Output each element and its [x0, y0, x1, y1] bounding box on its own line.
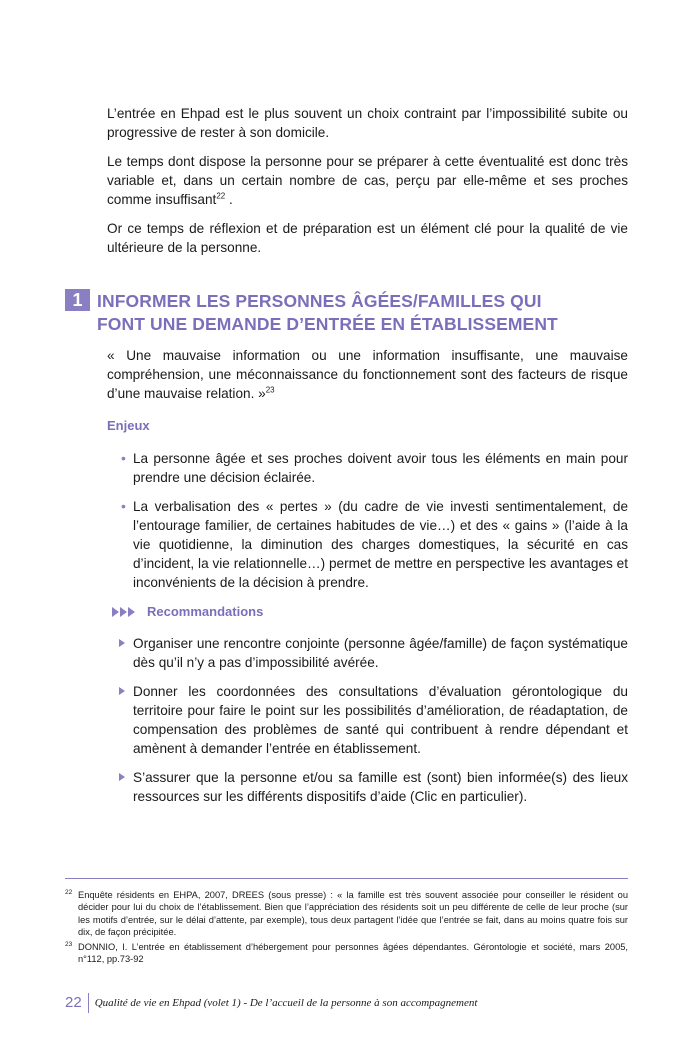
- enjeux-heading: Enjeux: [107, 418, 150, 433]
- footnote-ref-22[interactable]: 22: [216, 191, 226, 201]
- intro-paragraph-2: [107, 152, 628, 209]
- section-title-line-2: FONT UNE DEMANDE D’ENTRÉE EN ÉTABLISSEMENT: [97, 314, 558, 334]
- footnotes: [65, 889, 628, 967]
- enjeux-item-text: La verbalisation des « pertes » (du cadre de vie investi sentimentalement, de l’entourage familier, de certaines habitudes de vie…) et des « gains » (l’aide à la vie quotidienne, la diminution des charges domestiques, la sécurité en cas d’incident, la vie relationnelle…) permet de mettre en perspective les avantages et inconvénients de la décision à prendre.: [133, 499, 628, 590]
- list-item: [107, 634, 628, 672]
- recommandation-item-text: Donner les coordonnées des consultations d’évaluation gérontologique du territoire pour faire le point sur les possibilités d’amélioration, de réadaptation, de compensation des problèmes de santé qui contribuent à rendre dépendant et amènent à demander l’entrée en établissement.: [133, 684, 628, 756]
- recommandations-list: [107, 634, 628, 806]
- triangle-bullet-icon: [119, 639, 125, 647]
- footnote-text: DONNIO, I. L’entrée en établissement d’hébergement pour personnes âgées dépendantes. Gérontologie et société, mars 2005, n°112, pp.73-92: [78, 941, 628, 965]
- triple-arrow-icon: [112, 607, 142, 617]
- recommandation-item-text: Organiser une rencontre conjointe (personne âgée/famille) de façon systématique dès qu’il n’y a pas d’impossibilité avérée.: [133, 636, 628, 670]
- list-item: [107, 768, 628, 806]
- intro-paragraph-2-end: .: [225, 192, 233, 207]
- section-title: [97, 290, 637, 336]
- footnote-number: 23: [65, 940, 73, 948]
- recommandations-heading-text: Recommandations: [147, 604, 264, 619]
- list-item: [107, 497, 628, 592]
- footnote-divider: [65, 878, 628, 879]
- triangle-bullet-icon: [119, 773, 125, 781]
- footnote-23: [65, 941, 628, 966]
- recommandation-item-text: S’assurer que la personne et/ou sa famille est (sont) bien informée(s) des lieux ressources sur les différents dispositifs d’aide (Clic en particulier).: [133, 770, 628, 804]
- intro-paragraph-1: L’entrée en Ehpad est le plus souvent un choix contraint par l’impossibilité subite ou progressive de rester à son domicile.: [107, 106, 628, 140]
- intro-text: [107, 104, 628, 257]
- page-footer: [65, 993, 477, 1013]
- footnote-text: Enquête résidents en EHPA, 2007, DREES (sous presse) : « la famille est très souvent associée pour conseiller le résident ou décider pour lui du choix de l’établissement. Bien que l’appréciation des résidents soit un peu différente de celle de leur proche (sur les motifs d’entrée, sur le délai d’attente, par exemple), tous deux partagent l’idée que l’entrée se fait, dans au moins quatre fois sur dix, de façon précipitée.: [78, 890, 628, 938]
- quote-block: [107, 346, 628, 403]
- intro-paragraph-2-text: Le temps dont dispose la personne pour se préparer à cette éventualité est donc très variable et, dans un certain nombre de cas, perçu par elle-même et ses proches comme insuffisant: [107, 154, 628, 207]
- quote-paragraph: [107, 346, 628, 403]
- page-number: 22: [65, 993, 89, 1013]
- enjeux-list: [107, 449, 628, 592]
- quote-text: « Une mauvaise information ou une information insuffisante, une mauvaise compréhension, une méconnaissance du fonctionnement sont des facteurs de risque d’une mauvaise relation. »: [107, 348, 628, 401]
- footer-title: Qualité de vie en Ehpad (volet 1) - De l’accueil de la personne à son accompagnement: [94, 997, 478, 1009]
- bullet-dot-icon: •: [121, 450, 126, 466]
- triangle-bullet-icon: [119, 687, 125, 695]
- footnote-ref-23[interactable]: 23: [265, 385, 275, 395]
- enjeux-item-text: La personne âgée et ses proches doivent avoir tous les éléments en main pour prendre une décision éclairée.: [133, 451, 628, 485]
- list-item: [107, 449, 628, 487]
- section-number-badge: 1: [65, 289, 90, 311]
- list-item: [107, 682, 628, 758]
- recommandations-heading: [112, 604, 263, 619]
- footnote-22: [65, 889, 628, 939]
- intro-paragraph-3: Or ce temps de réflexion et de préparation est un élément clé pour la qualité de vie ultérieure de la personne.: [107, 221, 628, 255]
- footnote-number: 22: [65, 889, 73, 896]
- section-title-line-1: INFORMER LES PERSONNES ÂGÉES/FAMILLES QUI: [97, 291, 542, 311]
- bullet-dot-icon: •: [121, 498, 126, 514]
